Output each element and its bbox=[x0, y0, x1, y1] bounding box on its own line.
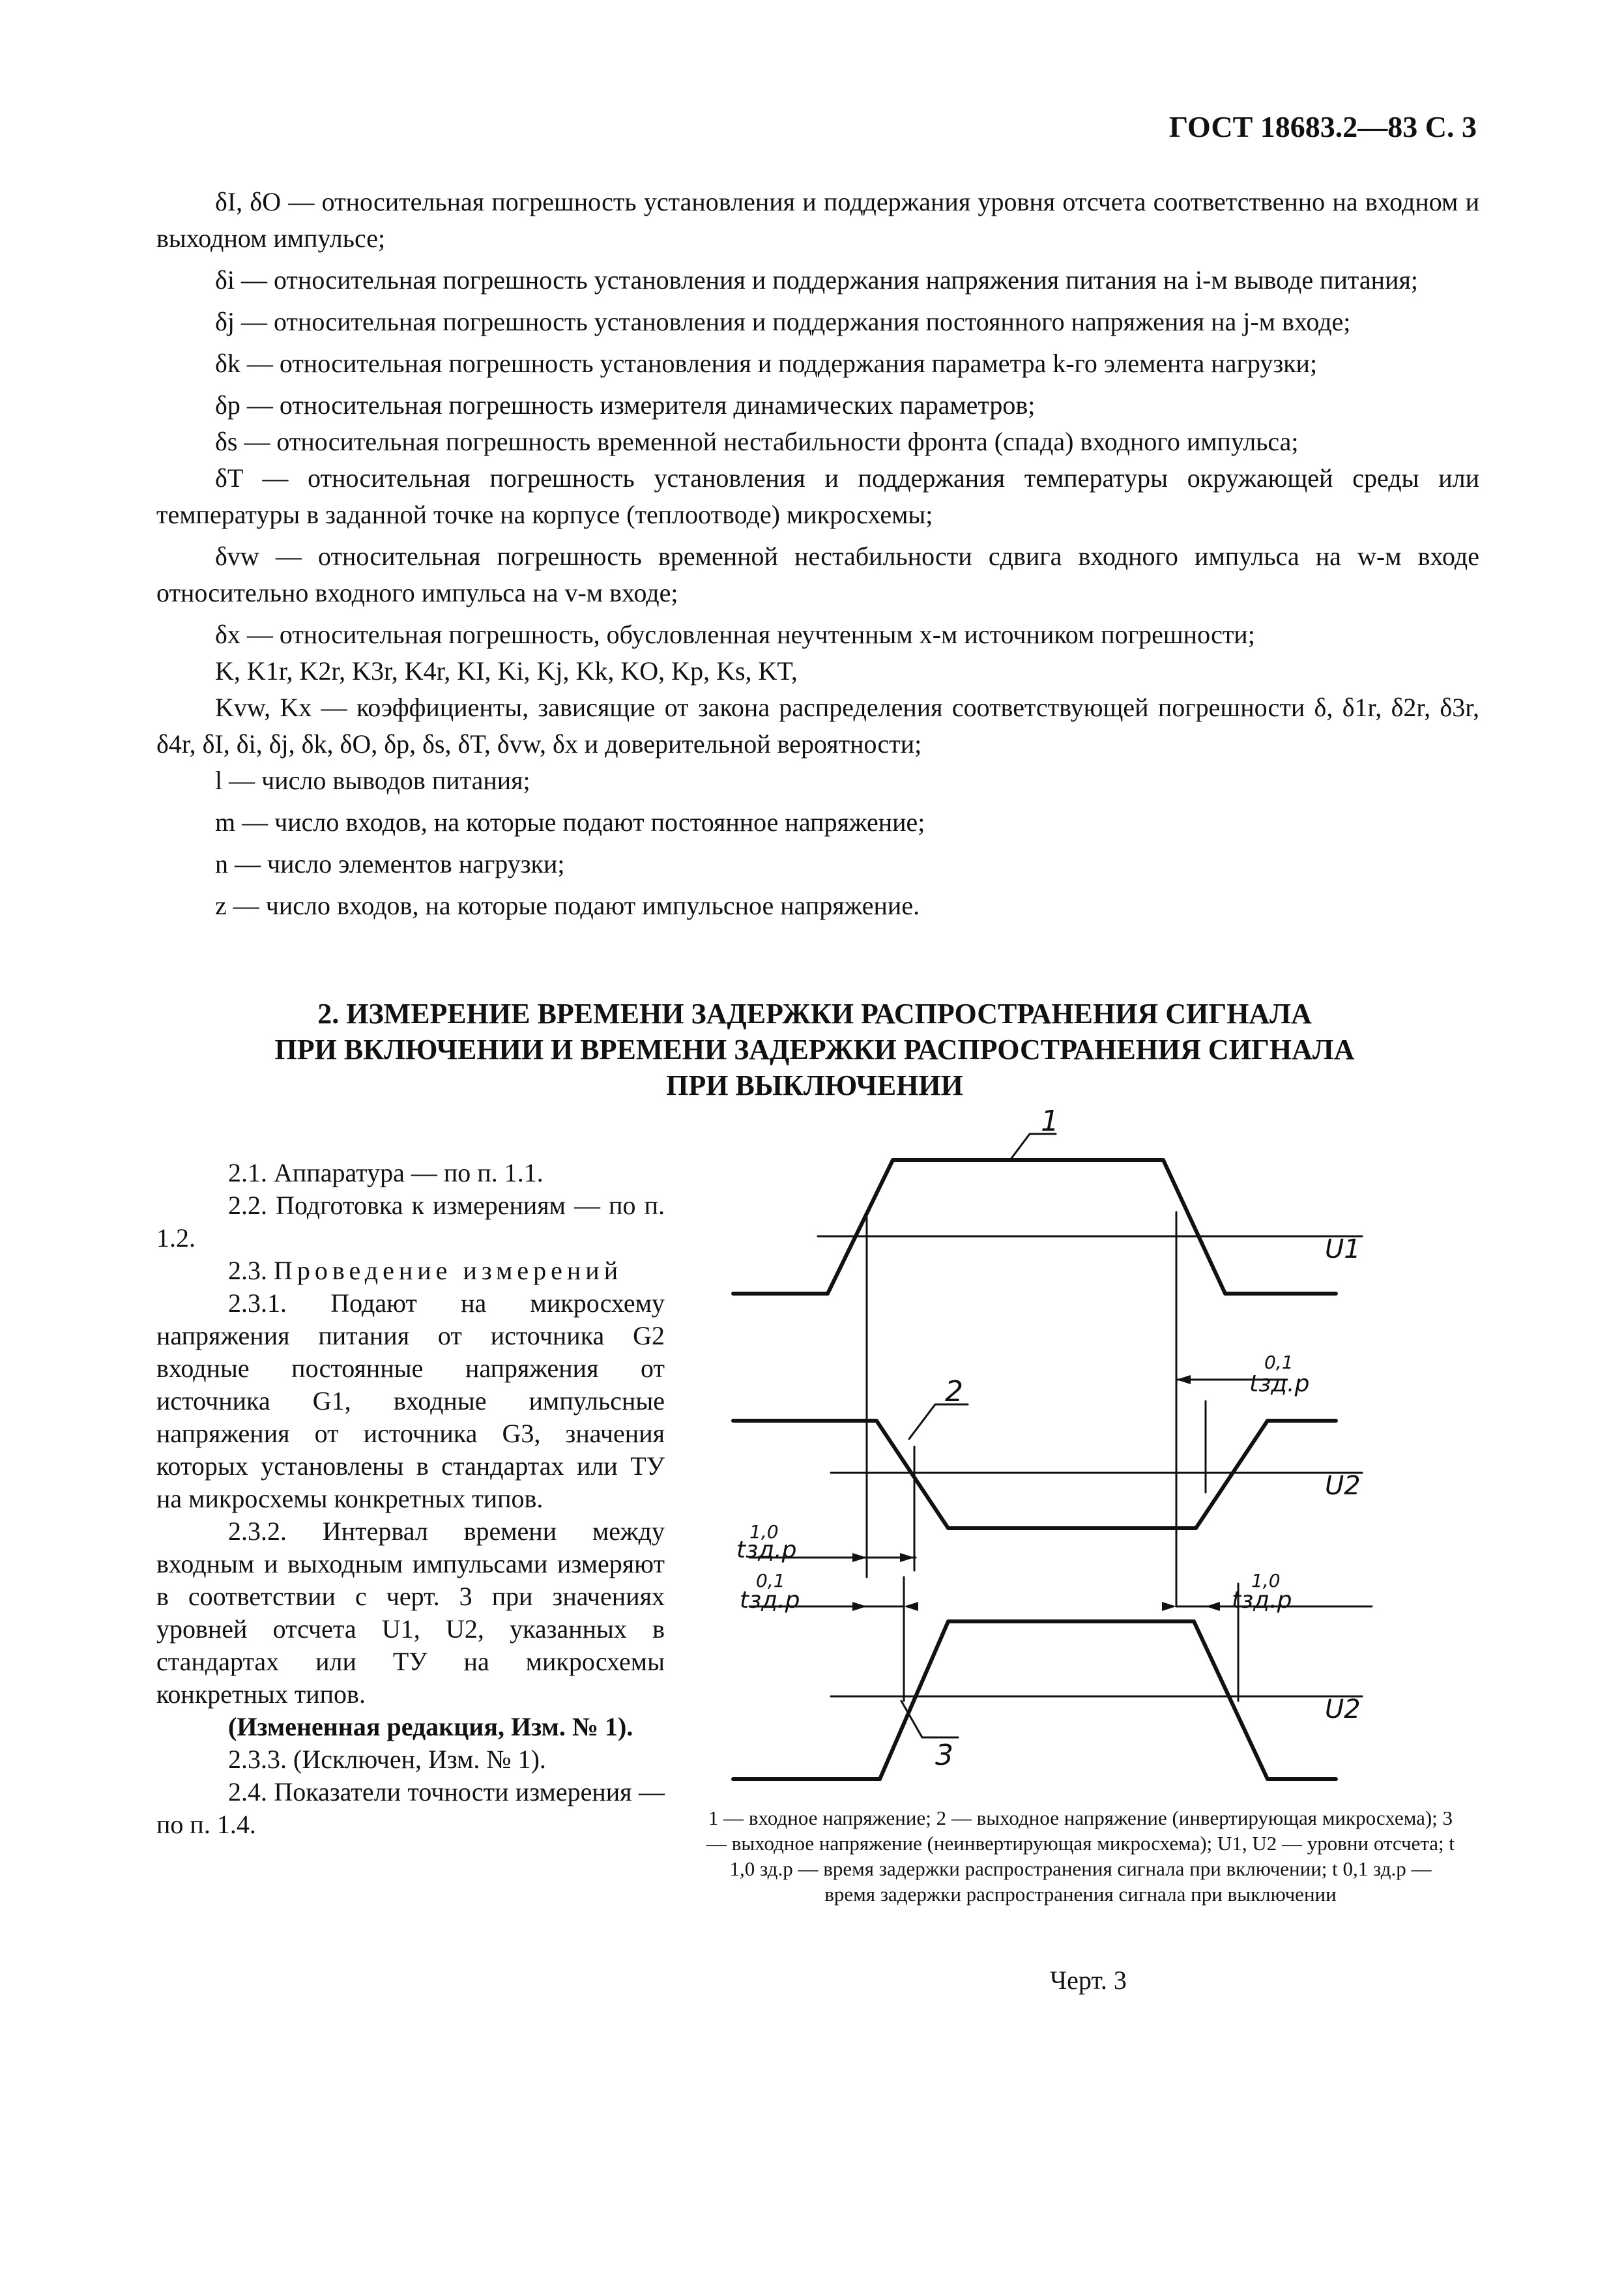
u1-label: U1 bbox=[1325, 1234, 1361, 1264]
page-header: ГОСТ 18683.2—83 С. 3 bbox=[1168, 110, 1477, 143]
delay-superscript: 1,0 bbox=[1251, 1570, 1281, 1591]
delay-symbol: tзд.р bbox=[740, 1587, 800, 1614]
arrow-icon bbox=[904, 1602, 918, 1611]
paragraph: 2.1. Аппаратура — по п. 1.1. bbox=[228, 1158, 544, 1187]
curve-label-3: 3 bbox=[935, 1739, 953, 1772]
non-inverted-output-waveform bbox=[733, 1621, 1336, 1779]
section-title-line: 2. ИЗМЕРЕНИЕ ВРЕМЕНИ ЗАДЕРЖКИ РАСПРОСТРАНЕНИЯ СИГНАЛА bbox=[317, 998, 1312, 1030]
section-title bbox=[196, 996, 1434, 1103]
delay-symbol: tзд.р bbox=[1249, 1371, 1310, 1397]
definition-item: δvw — относительная погрешность временной нестабильности сдвига входного импульса на w-м входе относительно входного импульса на v-м входе; bbox=[156, 542, 1479, 607]
definition-item: δp — относительная погрешность измерителя динамических параметров; bbox=[215, 390, 1036, 420]
definition-item: δk — относительная погрешность установления и поддержания параметра k-го элемента нагрузки; bbox=[215, 349, 1318, 378]
curve-label-2: 2 bbox=[945, 1375, 963, 1408]
paragraph-heading: Проведение измерений bbox=[274, 1256, 623, 1285]
definition-item: n — число элементов нагрузки; bbox=[215, 849, 565, 878]
paragraph-number: 2.3. bbox=[228, 1256, 267, 1285]
delay-label-off-lower bbox=[740, 1570, 800, 1614]
delay-symbol: tзд.р bbox=[736, 1537, 797, 1563]
arrow-icon bbox=[1162, 1602, 1176, 1611]
delay-label-on-middle bbox=[736, 1521, 796, 1563]
dimension-arrows bbox=[852, 1375, 1220, 1611]
definition-item: m — число входов, на которые подают постоянное напряжение; bbox=[215, 807, 925, 837]
paragraph: 2.3.3. (Исключен, Изм. № 1). bbox=[228, 1745, 546, 1774]
section-title-line: ПРИ ВЫКЛЮЧЕНИИ bbox=[666, 1069, 963, 1101]
figure-caption: 1 — входное напряжение; 2 — выходное напряжение (инвертирующая микросхема); 3 — выходное напряжение (неинвертирующая микросхема); U1, U2 — уровни отсчета; t 1,0 зд.р — время задержки распространения сигнала при включении; t 0,1 зд.р — время задержки распространения сигнала при выключении bbox=[706, 1806, 1455, 1906]
curve-label-1: 1 bbox=[1041, 1105, 1059, 1138]
paragraph: 2.4. Показатели точности измерения — по п. 1.4. bbox=[156, 1777, 665, 1839]
leader-line-1 bbox=[1010, 1134, 1056, 1160]
definition-item: δs — относительная погрешность временной нестабильности фронта (спада) входного импульса; bbox=[215, 427, 1299, 456]
timing-diagram bbox=[720, 1105, 1385, 1792]
definition-item: K, K1r, K2r, K3r, K4r, KI, Ki, Kj, Kk, KO, Kp, Ks, KT, bbox=[215, 656, 798, 686]
figure-number: Черт. 3 bbox=[1050, 1966, 1127, 1995]
definitions-list bbox=[156, 184, 1479, 924]
definition-item: z — число входов, на которые подают импульсное напряжение. bbox=[215, 891, 920, 920]
arrow-icon bbox=[852, 1553, 867, 1562]
paragraph bbox=[156, 1255, 665, 1287]
u2-label-lower: U2 bbox=[1325, 1694, 1361, 1724]
u2-label: U2 bbox=[1325, 1471, 1361, 1501]
paragraph: (Измененная редакция, Изм. № 1). bbox=[228, 1712, 633, 1741]
delay-label-off-top bbox=[1249, 1352, 1309, 1397]
paragraph: 2.3.2. Интервал времени между входным и выходным импульсами измеряют в соответствии с черт. 3 при значениях уровней отсчета U1, U2, указанных в стандартах или ТУ на микросхемы конкретных типов. bbox=[156, 1516, 665, 1709]
delay-superscript: 0,1 bbox=[756, 1570, 785, 1591]
leader-line-2 bbox=[909, 1404, 968, 1439]
paragraph: 2.3.1. Подают на микросхему напряжения питания от источника G2 входные постоянные напряжения от источника G1, входные импульсные напряжения от источника G3, значения которых установлены в стандартах или ТУ на микросхемы конкретных типов. bbox=[156, 1288, 665, 1513]
arrow-icon bbox=[1206, 1602, 1220, 1611]
arrow-icon bbox=[852, 1602, 867, 1611]
section-title-line: ПРИ ВКЛЮЧЕНИИ И ВРЕМЕНИ ЗАДЕРЖКИ РАСПРОСТРАНЕНИЯ СИГНАЛА bbox=[274, 1034, 1355, 1066]
arrow-icon bbox=[900, 1553, 914, 1562]
input-waveform bbox=[733, 1160, 1336, 1294]
arrow-icon bbox=[1176, 1375, 1191, 1384]
definition-item: δj — относительная погрешность установления и поддержания постоянного напряжения на j-м входе; bbox=[215, 307, 1351, 336]
definition-item: δT — относительная погрешность установления и поддержания температуры окружающей среды или температуры в заданной точке на корпусе (теплоотводе) микросхемы; bbox=[156, 463, 1479, 529]
timing-diagram-svg bbox=[720, 1105, 1385, 1792]
definition-item: δi — относительная погрешность установления и поддержания напряжения питания на i-м выводе питания; bbox=[215, 265, 1418, 295]
delay-label-on-lower bbox=[1232, 1570, 1292, 1614]
definition-item: δx — относительная погрешность, обусловленная неучтенным x-м источником погрешности; bbox=[215, 620, 1255, 649]
definition-item: Kvw, Kx — коэффициенты, зависящие от закона распределения соответствующей погрешности δ, δ1r, δ2r, δ3r, δ4r, δI, δi, δj, δk, δO, δp, δs, δT, δvw, δx и доверительной вероятности; bbox=[156, 693, 1479, 759]
definition-item: l — число выводов питания; bbox=[215, 766, 530, 795]
delay-superscript: 0,1 bbox=[1264, 1352, 1294, 1373]
definition-item: δI, δO — относительная погрешность установления и поддержания уровня отсчета соответственно на входном и выходном импульсе; bbox=[156, 187, 1479, 253]
delay-symbol: tзд.р bbox=[1232, 1587, 1292, 1614]
delay-superscript: 1,0 bbox=[749, 1521, 779, 1543]
body-text bbox=[156, 1157, 665, 1841]
paragraph: 2.2. Подготовка к измерениям — по п. 1.2. bbox=[156, 1191, 665, 1253]
inverted-output-waveform bbox=[733, 1421, 1336, 1528]
